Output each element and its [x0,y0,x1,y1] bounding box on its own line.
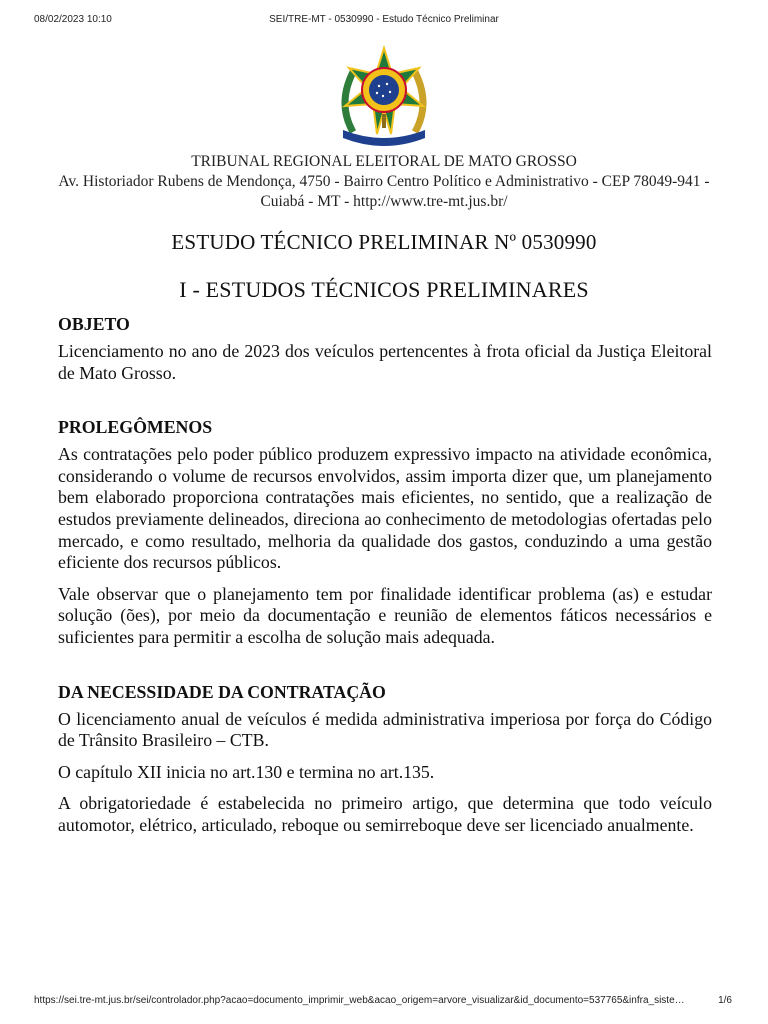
institution-address: Av. Historiador Rubens de Mendonça, 4750 - Bairro Centro Político e Administrativo - CEP 78049-941 - Cuiabá - MT - http://www.tre-mt.jus.br/ [58,173,710,210]
paragraph-prolegomenos-1: As contratações pelo poder público produzem expressivo impacto na atividade econômica, considerando o volume de recursos envolvidos, assim importa dizer que, um planejamento bem elaborado proporciona contratações mais eficientes, no sentido, que a realização de estudos previamente delineados, direciona ao conhecimento de metodologias ofertadas pelo mercado, e como resultado, melhoria da qualidade dos gastos, conduzindo a uma gestão eficiente dos recursos públicos. [58,444,712,573]
paragraph-necessidade-1: O licenciamento anual de veículos é medida administrativa imperiosa por força do Código de Trânsito Brasileiro – CTB. [58,708,712,751]
paragraph-necessidade-2: O capítulo XII inicia no art.130 e termina no art.135. [58,761,435,782]
institution-name: TRIBUNAL REGIONAL ELEITORAL DE MATO GROSSO [191,153,577,170]
print-datetime: 08/02/2023 10:10 [34,14,112,25]
paragraph-necessidade-3: A obrigatoriedade é estabelecida no primeiro artigo, que determina que todo veículo automotor, elétrico, articulado, reboque ou semirreboque deve ser licenciado anualmente. [58,793,712,835]
paragraph-prolegomenos-2: Vale observar que o planejamento tem por finalidade identificar problema (as) e estudar solução (ões), por meio da documentação e reunião de elementos fáticos necessários e suficientes para permitir a escolha de solução mais adequada. [58,583,712,647]
institution-block [50,152,718,212]
coat-of-arms-emblem [331,44,437,148]
paragraph-objeto: Licenciamento no ano de 2023 dos veículos pertencentes à frota oficial da Justiça Eleitoral de Mato Grosso. [58,341,712,383]
heading-necessidade: DA NECESSIDADE DA CONTRATAÇÃO [58,681,386,702]
heading-objeto: OBJETO [58,314,130,334]
document-title: ESTUDO TÉCNICO PRELIMINAR Nº 0530990 [171,230,597,254]
page-number: 1/6 [718,995,732,1006]
heading-prolegomenos: PROLEGÔMENOS [58,417,213,438]
print-url: https://sei.tre-mt.jus.br/sei/controlador.php?acao=documento_imprimir_web&acao_origem=arvore_visualizar&id_documento=537765&infra_siste… [34,995,685,1006]
section-title: I - ESTUDOS TÉCNICOS PRELIMINARES [179,277,589,302]
document-body [58,313,712,847]
print-title: SEI/TRE-MT - 0530990 - Estudo Técnico Preliminar [269,14,499,25]
